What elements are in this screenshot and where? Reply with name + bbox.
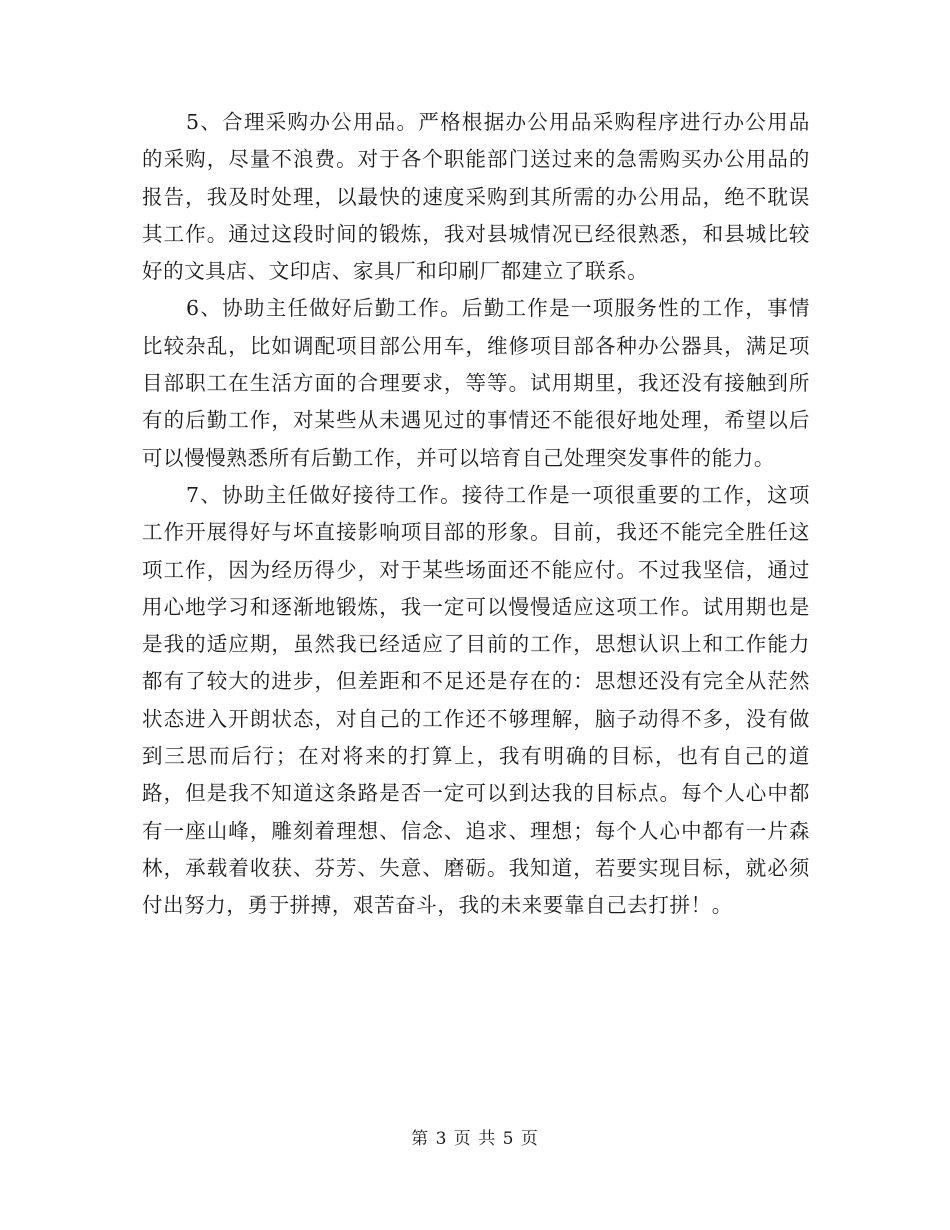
- paragraph-item-6: 6、协助主任做好后勤工作。后勤工作是一项服务性的工作，事情比较杂乱，比如调配项目部公用车，维修项目部各种办公器具，满足项目部职工在生活方面的合理要求，等等。试用期里，我还没有接触到所有的后勤工作，对某些从未遇见过的事情还不能很好地处理，希望以后可以慢慢熟悉所有后勤工作，并可以培育自己处理突发事件的能力。: [142, 296, 810, 470]
- paragraph-item-7: 7、协助主任做好接待工作。接待工作是一项很重要的工作，这项工作开展得好与坏直接影响项目部的形象。目前，我还不能完全胜任这项工作，因为经历得少，对于某些场面还不能应付。不过我坚信，通过用心地学习和逐渐地锻炼，我一定可以慢慢适应这项工作。试用期也是是我的适应期，虽然我已经适应了目前的工作，思想认识上和工作能力都有了较大的进步，但差距和不足还是存在的：思想还没有完全从茫然状态进入开朗状态，对自己的工作还不够理解，脑子动得不多，没有做到三思而后行；在对将来的打算上，我有明确的目标，也有自己的道路，但是我不知道这条路是否一定可以到达我的目标点。每个人心中都有一座山峰，雕刻着理想、信念、追求、理想；每个人心中都有一片森林，承载着收获、芬芳、失意、磨砺。我知道，若要实现目标，就必须付出努力，勇于拼搏，艰苦奋斗，我的未来要靠自己去打拼！。: [142, 482, 810, 918]
- paragraph-item-5: 5、合理采购办公用品。严格根据办公用品采购程序进行办公用品的采购，尽量不浪费。对于各个职能部门送过来的急需购买办公用品的报告，我及时处理，以最快的速度采购到其所需的办公用品，绝不耽误其工作。通过这段时间的锻炼，我对县城情况已经很熟悉，和县城比较好的文具店、文印店、家具厂和印刷厂都建立了联系。: [142, 110, 810, 284]
- page-footer: [0, 1127, 950, 1151]
- page-number-label: 第 3 页 共 5 页: [411, 1129, 539, 1149]
- document-body: [142, 104, 810, 925]
